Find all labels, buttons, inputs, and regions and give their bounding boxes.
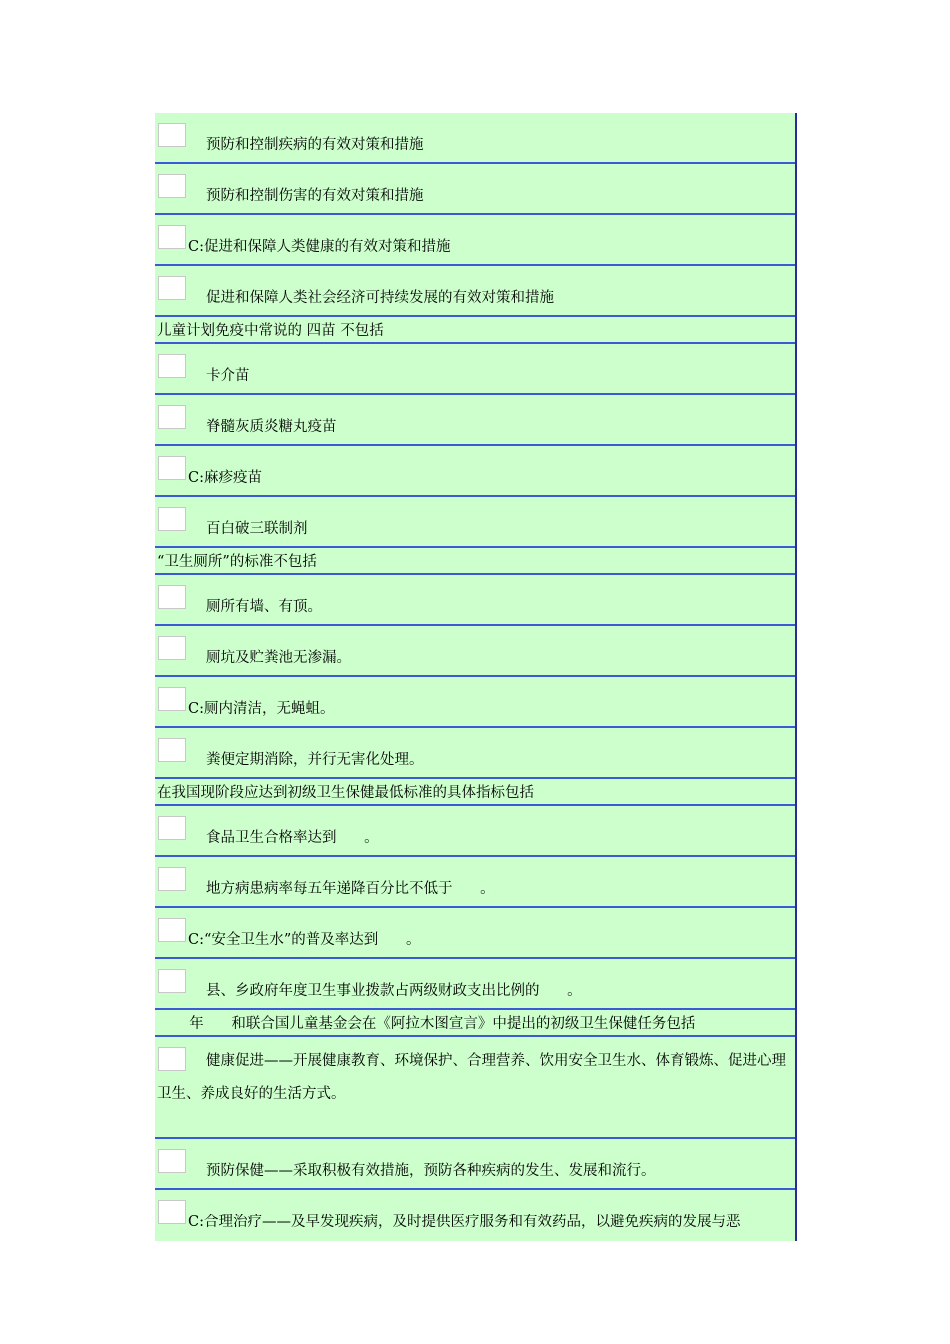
option-text: 健康促进——开展健康教育、环境保护、合理营养、饮用安全卫生水、体育锻炼、促进心理卫生、养成良好的生活方式。 [157, 1053, 786, 1102]
option-row [155, 446, 795, 497]
option-text: C:麻疹疫苗 [188, 470, 262, 486]
option-row [155, 677, 795, 728]
option-text: 厕坑及贮粪池无渗漏。 [206, 650, 351, 666]
question-text: 儿童计划免疫中常说的 四苗 不包括 [157, 323, 384, 339]
question-text: 在我国现阶段应达到初级卫生保健最低标准的具体指标包括 [157, 785, 534, 801]
option-row [155, 497, 795, 548]
option-row [155, 164, 795, 215]
option-checkbox[interactable] [158, 687, 186, 711]
option-text: C:厕内清洁，无蝇蛆。 [188, 701, 335, 717]
option-text: 促进和保障人类社会经济可持续发展的有效对策和措施 [206, 290, 554, 306]
option-row [155, 395, 795, 446]
option-text: C:“安全卫生水”的普及率达到 。 [188, 932, 421, 948]
option-checkbox[interactable] [158, 1149, 186, 1173]
question-text: 年 和联合国儿童基金会在《阿拉木图宣言》中提出的初级卫生保健任务包括 [157, 1016, 696, 1032]
option-checkbox[interactable] [158, 405, 186, 429]
option-checkbox[interactable] [158, 174, 186, 198]
option-text: C:促进和保障人类健康的有效对策和措施 [188, 239, 451, 255]
option-text: 食品卫生合格率达到 。 [206, 830, 379, 846]
option-row [155, 575, 795, 626]
option-checkbox[interactable] [158, 738, 186, 762]
option-row [155, 908, 795, 959]
option-row [155, 626, 795, 677]
option-checkbox[interactable] [158, 585, 186, 609]
option-text: 卡介苗 [206, 368, 250, 384]
option-checkbox[interactable] [158, 816, 186, 840]
option-row [155, 344, 795, 395]
option-checkbox[interactable] [158, 636, 186, 660]
option-row [155, 215, 795, 266]
option-checkbox[interactable] [158, 456, 186, 480]
option-text: 预防和控制疾病的有效对策和措施 [206, 137, 424, 153]
option-text: 预防和控制伤害的有效对策和措施 [206, 188, 424, 204]
option-text: 地方病患病率每五年递降百分比不低于 。 [206, 881, 495, 897]
option-row [155, 857, 795, 908]
question-row [155, 779, 795, 806]
option-checkbox[interactable] [158, 969, 186, 993]
option-row [155, 806, 795, 857]
option-row [155, 113, 795, 164]
option-row [155, 1190, 795, 1241]
option-row [155, 266, 795, 317]
option-checkbox[interactable] [158, 507, 186, 531]
option-text: 粪便定期消除，并行无害化处理。 [206, 752, 424, 768]
option-checkbox[interactable] [158, 918, 186, 942]
option-text: 预防保健——采取积极有效措施，预防各种疾病的发生、发展和流行。 [206, 1163, 656, 1179]
option-row [155, 1037, 795, 1139]
option-checkbox[interactable] [158, 225, 186, 249]
option-row [155, 1139, 795, 1190]
option-text: 百白破三联制剂 [206, 521, 308, 537]
option-checkbox[interactable] [158, 354, 186, 378]
option-checkbox[interactable] [158, 867, 186, 891]
question-row [155, 317, 795, 344]
option-checkbox[interactable] [158, 123, 186, 147]
option-row [155, 728, 795, 779]
option-checkbox[interactable] [158, 276, 186, 300]
option-text: 脊髓灰质炎糖丸疫苗 [206, 419, 337, 435]
question-text: “卫生厕所”的标准不包括 [157, 554, 317, 570]
option-text: 厕所有墙、有顶。 [206, 599, 322, 615]
option-checkbox[interactable] [158, 1200, 186, 1224]
question-row [155, 548, 795, 575]
option-text: 县、乡政府年度卫生事业拨款占两级财政支出比例的 。 [206, 983, 582, 999]
option-row [155, 959, 795, 1010]
option-text: C:合理治疗——及早发现疾病，及时提供医疗服务和有效药品，以避免疾病的发展与恶 [188, 1214, 741, 1230]
question-sheet [155, 113, 797, 1241]
question-row [155, 1010, 795, 1037]
